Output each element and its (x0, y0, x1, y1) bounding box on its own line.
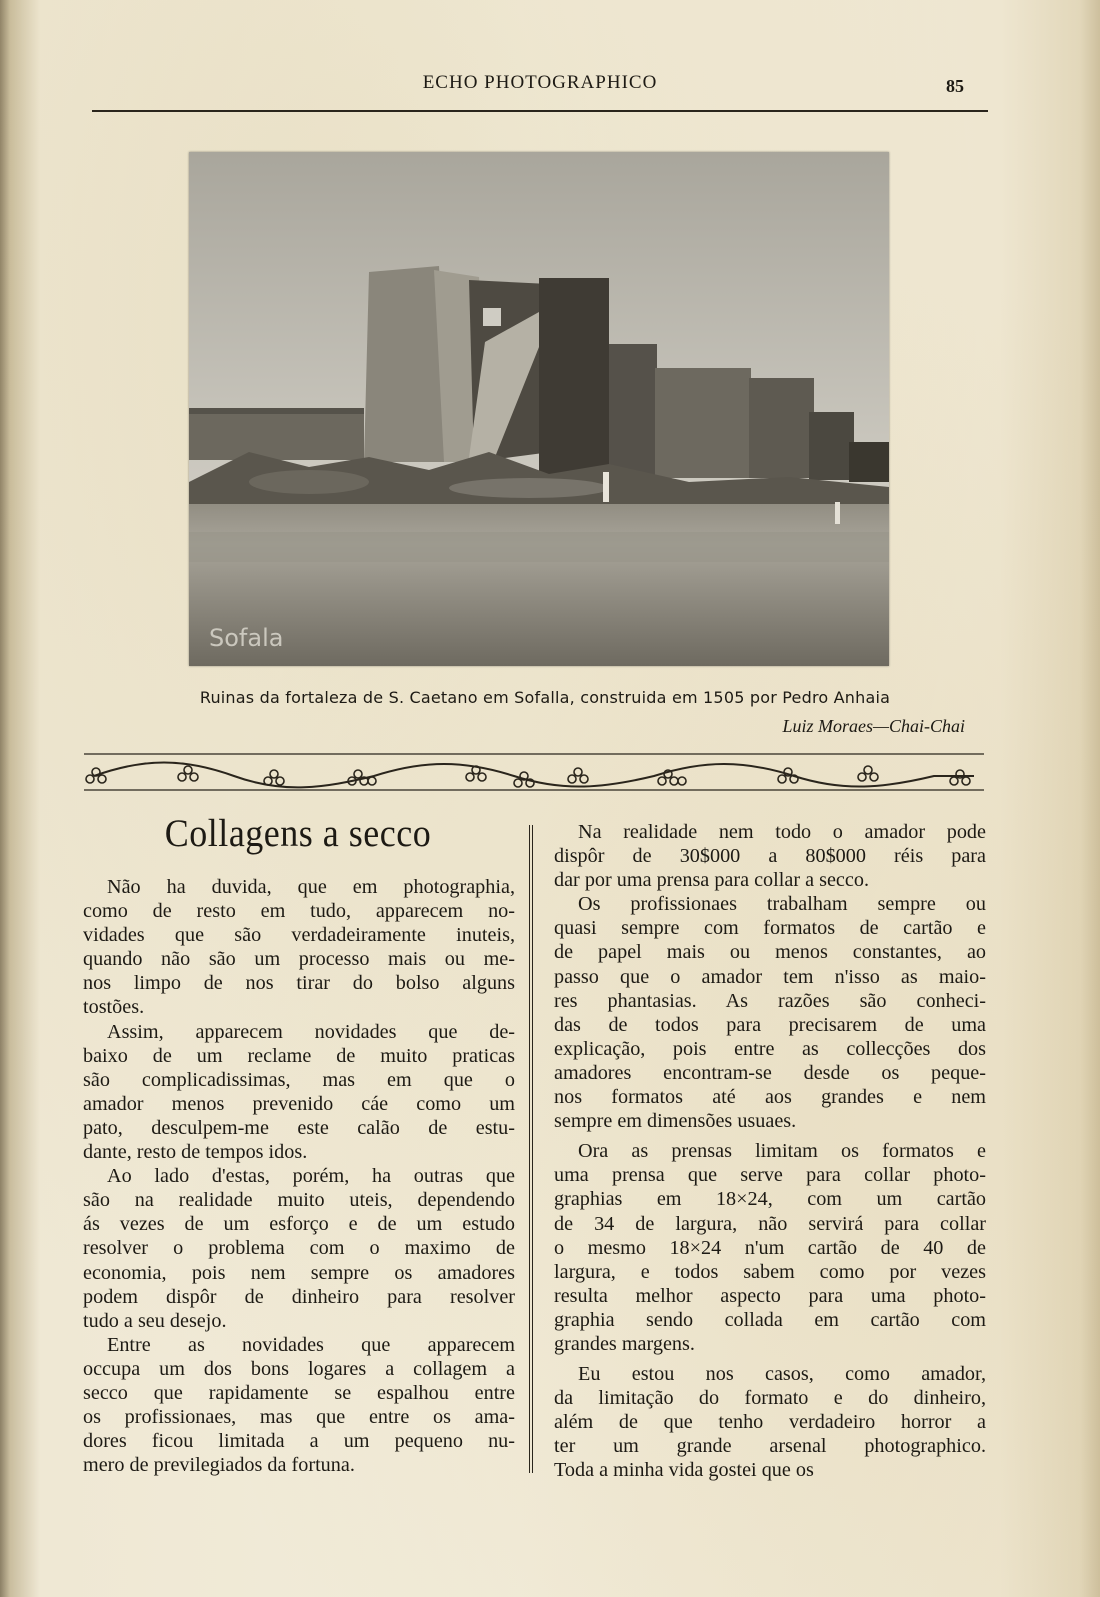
paragraph (83, 1333, 515, 1478)
text-line: explicação, pois entre as collecções dos (554, 1037, 986, 1060)
text-line: sempre em dimensões usuaes. (554, 1110, 797, 1133)
text-line: uma prensa que serve para collar photo- (554, 1164, 986, 1187)
text-line: Ao lado d'estas, porém, ha outras que (107, 1165, 515, 1188)
text-line: são na realidade muito uteis, dependendo (83, 1189, 515, 1212)
text-line: Assim, apparecem novidades que de- (107, 1020, 515, 1043)
text-line: baixo de um reclame de muito praticas (83, 1044, 515, 1067)
text-line: resolver o problema com o maximo de (83, 1237, 515, 1260)
text-line: ás vezes de um esforço e de um estudo (83, 1213, 515, 1236)
text-line: amadores encontram-se desde os peque- (554, 1061, 986, 1084)
text-line: como de resto em tudo, apparecem no- (83, 900, 515, 923)
text-line: das de todos para precisarem de uma (554, 1013, 986, 1036)
article-title: Collagens a secco (164, 811, 432, 855)
running-header: ECHO PHOTOGRAPHICO (422, 72, 658, 93)
text-line: de papel mais ou menos constantes, ao (554, 941, 986, 964)
text-line: tudo a seu desejo. (83, 1309, 227, 1332)
text-line: passo que o amador tem n'isso as maio- (554, 965, 986, 988)
text-line: graphias em 18×24, com um cartão (554, 1188, 986, 1211)
text-line: Na realidade nem todo o amador pode (578, 821, 986, 843)
text-line: amador menos prevenido cáe como um (83, 1092, 515, 1115)
right-column (554, 820, 986, 1483)
text-line: quasi sempre com formatos de cartão e (554, 917, 986, 940)
text-line: Eu estou nos casos, como amador, (578, 1363, 986, 1386)
text-line: secco que rapidamente se espalhou entre (83, 1381, 515, 1404)
paragraph (554, 1139, 986, 1356)
text-line: Ora as prensas limitam os formatos e (578, 1140, 986, 1163)
text-line: dores ficou limitada a um pequeno nu- (83, 1430, 515, 1453)
text-line: o mesmo 18×24 n'um cartão de 40 de (554, 1236, 986, 1259)
left-column (83, 875, 515, 1477)
text-line: podem dispôr de dinheiro para resolver (83, 1285, 515, 1308)
text-line: nos formatos até aos grandes e nem (554, 1086, 986, 1109)
text-line: Entre as novidades que apparecem (107, 1333, 515, 1356)
photo-caption: Ruinas da fortaleza de S. Caetano em Sofalla, construida em 1505 por Pedro Anhaia (199, 688, 891, 707)
text-line: pato, desculpem-me este calão de estu- (83, 1116, 515, 1139)
page-number: 85 (946, 76, 964, 96)
text-line: largura, e todos sabem como por vezes (554, 1260, 986, 1283)
fortress-ruins-photo (189, 152, 889, 666)
text-line: Os profissionaes trabalham sempre ou (578, 893, 986, 916)
paragraph (83, 875, 515, 1020)
photo-credit: Luiz Moraes—Chai-Chai (782, 716, 965, 736)
text-line: são complicadissimas, mas em que o (83, 1068, 515, 1091)
text-line: res phantasias. As razões são conheci- (554, 989, 986, 1012)
text-line: economia, pois nem sempre os amadores (83, 1261, 515, 1284)
text-line: além de que tenho verdadeiro horror a (554, 1411, 986, 1434)
photo-illustration (189, 152, 889, 666)
text-line: quando não são um processo mais ou me- (83, 948, 515, 971)
text-line: occupa um dos bons logares a collagem a (83, 1357, 515, 1380)
text-line: nos limpo de nos tirar do bolso alguns (83, 972, 515, 995)
text-line: os profissionaes, mas que entre os ama- (83, 1406, 515, 1429)
paragraph (554, 1362, 986, 1482)
text-line: vidades que são verdadeiramente inuteis, (83, 924, 515, 947)
paragraph (554, 820, 986, 892)
paragraph (83, 1164, 515, 1333)
text-line: Não ha duvida, que em photographia, (107, 876, 515, 898)
text-line: da limitação do formato e do dinheiro, (554, 1387, 986, 1410)
text-line: dar por uma prensa para collar a secco. (554, 869, 869, 892)
paragraph (83, 1020, 515, 1165)
text-line: dispôr de 30$000 a 80$000 réis para (554, 845, 986, 868)
text-line: dante, resto de tempos idos. (83, 1141, 308, 1164)
text-line: resulta melhor aspecto para uma photo- (554, 1284, 986, 1307)
text-line: Toda a minha vida gostei que os (554, 1459, 814, 1482)
text-line: graphia sendo collada em cartão com (554, 1308, 986, 1331)
text-line: ter um grande arsenal photographico. (554, 1435, 986, 1458)
column-divider (529, 825, 533, 1473)
ornamental-divider (84, 752, 984, 794)
photo-overlay-text: Sofala (209, 624, 284, 652)
text-line: de 34 de largura, não servirá para collar (554, 1212, 986, 1235)
text-line: tostões. (83, 996, 145, 1019)
text-line: mero de previlegiados da fortuna. (83, 1454, 355, 1477)
header-rule (92, 110, 988, 112)
text-line: grandes margens. (554, 1332, 695, 1355)
paragraph (554, 892, 986, 1133)
